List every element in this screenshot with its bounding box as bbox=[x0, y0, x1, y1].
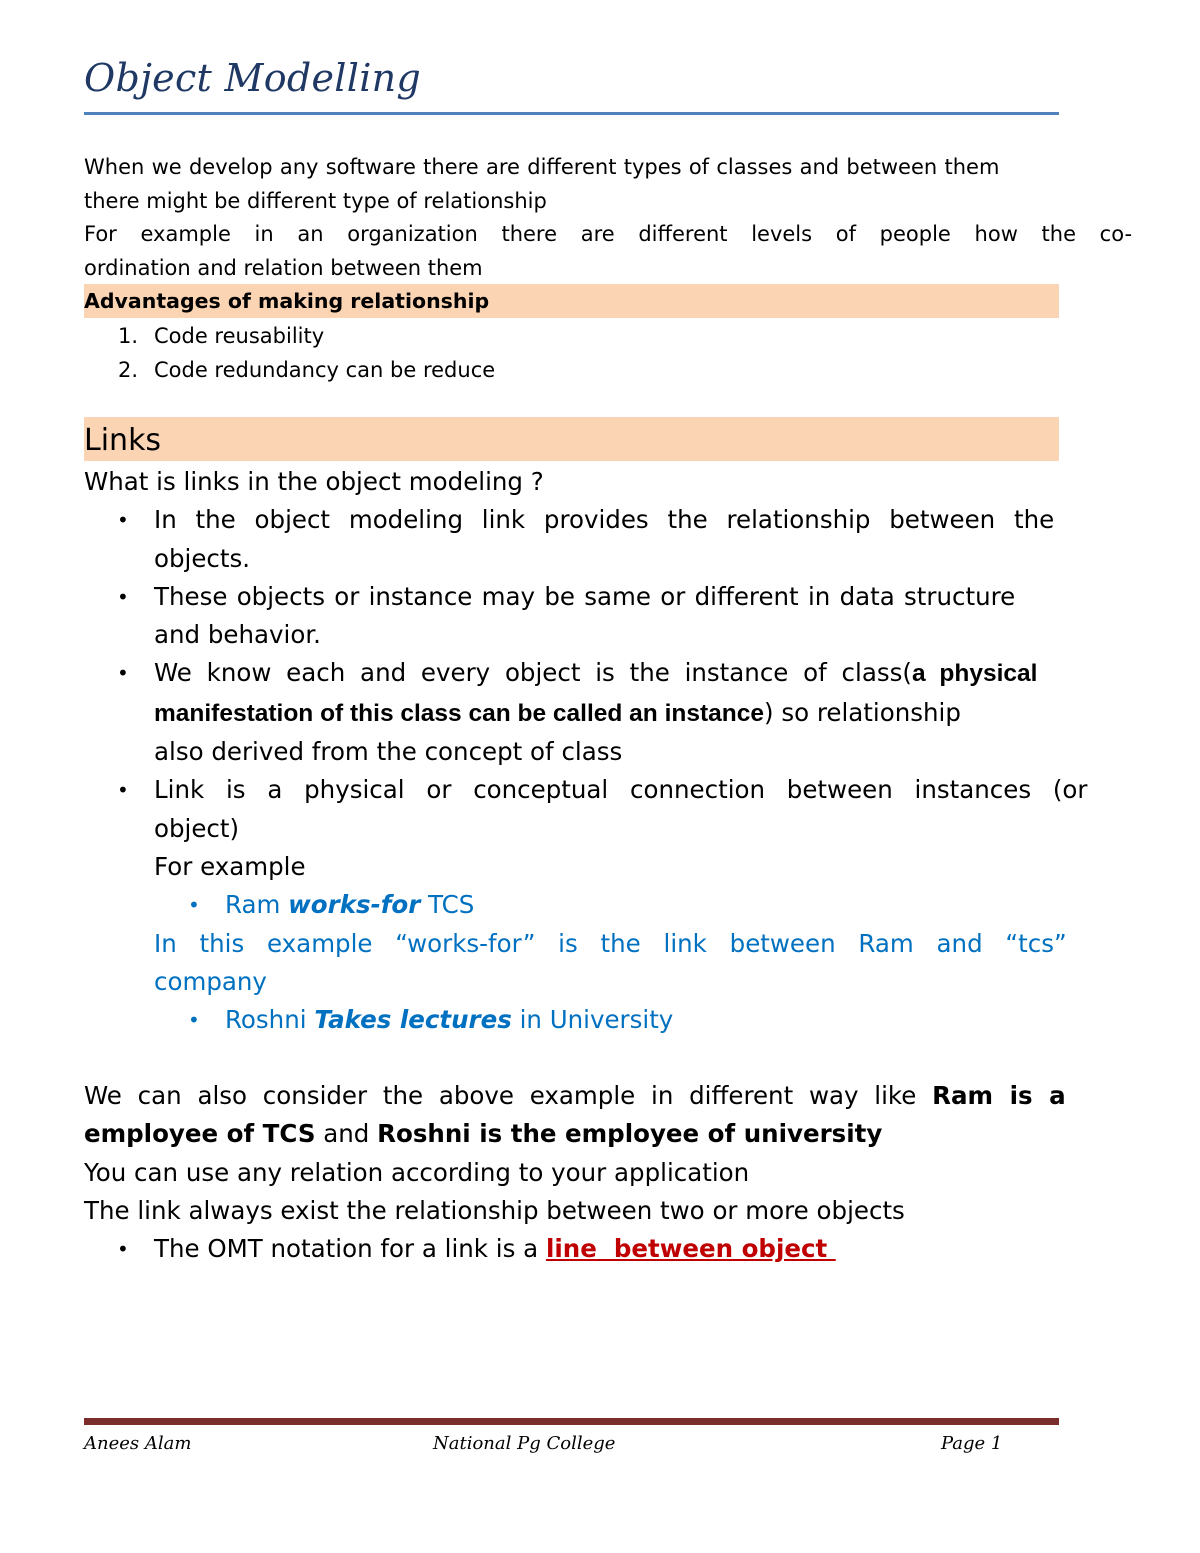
bullet-icon: • bbox=[188, 893, 200, 918]
list-item-text: Code reusability bbox=[154, 324, 325, 348]
bullet-text: In the object modeling link provides the relationship between the bbox=[154, 505, 1055, 535]
bold-phrase: employee of TCS bbox=[84, 1119, 316, 1149]
list-item bbox=[84, 654, 1059, 771]
bullet-icon: • bbox=[117, 778, 129, 803]
intro-line: For example in an organization there are different levels of people how the co- bbox=[84, 222, 1133, 246]
example-text: Ram bbox=[225, 890, 289, 920]
footer-rule bbox=[84, 1418, 1059, 1425]
example-text: in University bbox=[511, 1005, 674, 1035]
links-section bbox=[84, 463, 1088, 1039]
list-item bbox=[84, 1230, 1059, 1268]
closing-text: The link always exist the relationship between two or more objects bbox=[84, 1195, 905, 1225]
closing-section bbox=[84, 1077, 1066, 1268]
example-description bbox=[84, 925, 1067, 1002]
bullet-icon: • bbox=[117, 1237, 129, 1262]
example-link-name: works-for bbox=[288, 890, 421, 920]
list-number: 2. bbox=[118, 357, 139, 382]
bullet-text: and behavior. bbox=[154, 620, 321, 650]
intro-line: ordination and relation between them bbox=[84, 255, 483, 280]
list-number: 1. bbox=[118, 324, 139, 348]
example-description-line: In this example “works-for” is the link between Ram and “tcs” bbox=[154, 928, 1067, 958]
bold-phrase: manifestation of this class can be called an instance bbox=[154, 699, 764, 727]
closing-text: We can also consider the above example in different way like bbox=[84, 1081, 933, 1110]
bullet-icon: • bbox=[117, 661, 129, 686]
example-description-line: company bbox=[154, 966, 267, 996]
closing-text: You can use any relation according to your application bbox=[84, 1157, 750, 1187]
bullet-text: object) bbox=[154, 813, 240, 843]
example-item bbox=[84, 886, 1059, 924]
list-item bbox=[84, 578, 1059, 655]
advantages-list bbox=[84, 320, 495, 387]
example-text: Roshni bbox=[225, 1005, 315, 1035]
bullet-text: The OMT notation for a link is a bbox=[154, 1234, 546, 1264]
page-title: Object Modelling bbox=[84, 56, 422, 100]
footer-author: Anees Alam bbox=[84, 1433, 192, 1454]
intro-line: When we develop any software there are different types of classes and between them bbox=[84, 155, 1000, 179]
bullet-text: These objects or instance may be same or different in data structure bbox=[154, 581, 1016, 611]
closing-text: and bbox=[315, 1119, 378, 1149]
intro-line: there might be different type of relationship bbox=[84, 188, 547, 213]
list-item bbox=[84, 354, 495, 388]
bullet-icon: • bbox=[117, 584, 129, 609]
links-question: What is links in the object modeling ? bbox=[84, 467, 544, 496]
title-underline bbox=[84, 112, 1059, 115]
footer-college: National Pg College bbox=[433, 1433, 616, 1454]
example-link-name: Takes lectures bbox=[314, 1005, 512, 1035]
bullet-icon: • bbox=[188, 1008, 200, 1033]
omt-notation-phrase: line between object bbox=[545, 1234, 836, 1264]
bullet-text: objects. bbox=[154, 543, 251, 573]
bold-phrase: Ram is a bbox=[932, 1081, 1066, 1110]
bullet-text: also derived from the concept of class bbox=[154, 737, 623, 767]
footer-page-number: Page 1 bbox=[941, 1433, 1003, 1454]
example-item bbox=[84, 1001, 1059, 1039]
advantages-heading: Advantages of making relationship bbox=[84, 284, 1059, 318]
list-item bbox=[84, 501, 1059, 578]
bullet-icon: • bbox=[117, 508, 129, 533]
example-text: TCS bbox=[420, 890, 475, 920]
list-item-text: Code redundancy can be reduce bbox=[154, 357, 496, 382]
list-item bbox=[84, 771, 1088, 886]
bold-phrase: Roshni is the employee of university bbox=[377, 1119, 883, 1149]
bullet-text: We know each and every object is the instance of class( bbox=[154, 658, 912, 688]
bold-phrase: a physical bbox=[911, 660, 1038, 688]
bullet-text: Link is a physical or conceptual connection between instances (or bbox=[154, 775, 1088, 805]
for-example-label: For example bbox=[154, 851, 306, 881]
links-heading: Links bbox=[84, 417, 1059, 461]
intro-paragraph bbox=[84, 151, 1133, 285]
list-item bbox=[84, 320, 495, 354]
bullet-text: ) so relationship bbox=[763, 697, 961, 727]
